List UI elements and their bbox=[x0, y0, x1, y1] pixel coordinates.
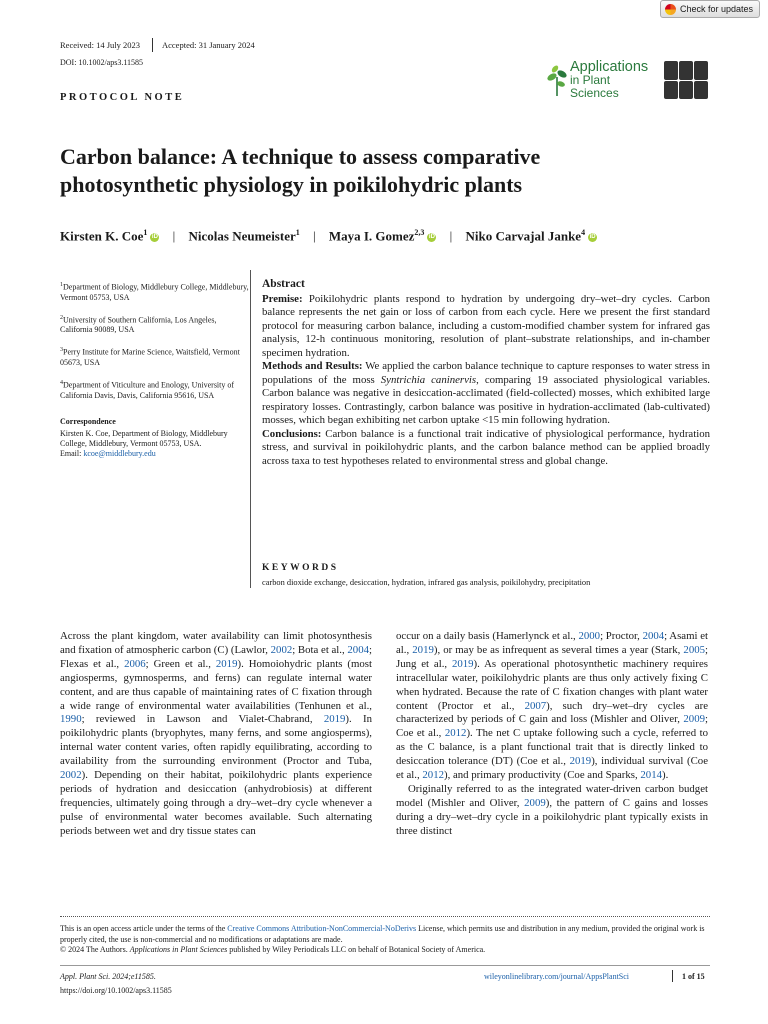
body-column-right bbox=[396, 630, 708, 839]
body-paragraph: Originally referred to as the integrated water-driven carbon budget model (Mishler and Oliver, 2009), the pattern of C gains and losses during a dry–wet–dry cycle in a poikilohydric plant typically exists in three distinct bbox=[396, 782, 708, 837]
abstract-conclusions: Conclusions: Carbon balance is a functional trait indicative of physiological performance, hydration stress, and survival in poikilohydric plants, and the carbon balance method can be applied broadly across taxa to test hypotheses related to environmental stress and global change. bbox=[262, 427, 711, 467]
article-title: Carbon balance: A technique to assess comparative photosynthetic physiology in poikilohydric plants bbox=[60, 144, 541, 197]
affiliation: $^1$Department of Biology, Middlebury College, Middlebury, Vermont 05753, USA bbox=[60, 282, 249, 302]
keywords-heading: KEYWORDS bbox=[262, 563, 339, 573]
footer-rule bbox=[60, 965, 710, 966]
citation-link[interactable]: 2019 bbox=[412, 643, 434, 656]
citation-link[interactable]: 2005 bbox=[683, 643, 706, 656]
license-divider bbox=[60, 916, 710, 917]
citation-link[interactable]: 2014 bbox=[640, 769, 662, 782]
abstract-heading: Abstract bbox=[262, 278, 305, 290]
correspondence-email: Email: kcoe@middlebury.edu bbox=[60, 448, 156, 458]
author-list: Kirsten K. Coe$^1$ iD | Nicolas Neumeister$^1$ | Maya I. Gomez$^{2,3}$ iD | Niko Carvajal Janke$^4$ iD bbox=[60, 228, 596, 244]
citation-link[interactable]: 2019 bbox=[215, 657, 238, 670]
citation-link[interactable]: 2019 bbox=[451, 657, 474, 670]
abstract bbox=[262, 278, 710, 468]
email-link[interactable]: kcoe@middlebury.edu bbox=[83, 448, 156, 458]
crossmark-icon bbox=[665, 4, 676, 15]
doi: DOI: 10.1002/aps3.11585 bbox=[60, 58, 144, 67]
citation-link[interactable]: 2007 bbox=[524, 699, 547, 712]
received-date: Received: 14 July 2023 bbox=[60, 40, 141, 50]
citation-link[interactable]: 2019 bbox=[323, 713, 346, 726]
abstract-methods: Methods and Results: We applied the carbon balance technique to capture responses to water stress in populations of the moss Syntrichia caninervis, comparing 19 associated physiological variables. Carbon balance was negative in desiccation-acclimated (field-collected) mosses, which exhibited large respiratory losses. Contrastingly, carbon balance was positive in hydration-acclimated (lab-cultivated) mosses, which began exhibiting net carbon uptake <15 min following hydration. bbox=[262, 360, 710, 426]
check-for-updates-label: Check for updates bbox=[680, 4, 754, 14]
doi-link[interactable]: https://doi.org/10.1002/aps3.11585 bbox=[60, 986, 172, 995]
author-name[interactable]: Kirsten K. Coe bbox=[60, 228, 144, 244]
affiliation: $^3$Perry Institute for Marine Science, Waitsfield, Vermont 05673, USA bbox=[60, 347, 240, 367]
botanical-plates-icon bbox=[664, 61, 708, 99]
journal-name-line1: Applications bbox=[570, 58, 649, 75]
author-name[interactable]: Maya I. Gomez bbox=[328, 228, 415, 244]
citation-link[interactable]: 1990 bbox=[60, 713, 82, 726]
keywords: carbon dioxide exchange, desiccation, hydration, infrared gas analysis, poikilohydry, precipitation bbox=[262, 578, 591, 587]
header-divider bbox=[152, 38, 153, 52]
citation-link[interactable]: 2012 bbox=[422, 769, 444, 782]
orcid-icon[interactable]: iD bbox=[151, 233, 158, 240]
citation-link[interactable]: 2009 bbox=[683, 713, 705, 726]
accepted-date: Accepted: 31 January 2024 bbox=[162, 40, 255, 50]
body-paragraph: Across the plant kingdom, water availability can limit photosynthesis and fixation of atmospheric carbon (C) (Lawlor, 2002; Bota et al., 2004; Flexas et al., 2006; Green et al., 2019). Homoiohydric plants (most angiosperms, gymnosperms, and ferns) can regulate internal water content, and are thus capable of maintaining rates of C fixation through a wide range of environmental water availabilities (Tenhunen et al., 1990; reviewed in Lawson and Vialet-Chabrand, 2019). In poikilohydric plants (bryophytes, many ferns, and some angiosperms), internal water content varies, often rapidly equilibrating, according to availability from the surrounding environment (Proctor and Tuba, 2002). Depending on their habitat, poikilohydric plants experience periods of hydration and desiccation (anhydrobiosis) at different frequencies, ultimately going through a dry–wet–dry cycle whenever a pulse of environmental water becomes available. Such alternating periods between wet and dry tissue states can bbox=[60, 630, 373, 837]
citation-link[interactable]: 2012 bbox=[444, 727, 467, 740]
plant-logo-icon bbox=[544, 63, 570, 97]
affiliation: $^2$University of Southern California, Los Angeles, California 90089, USA bbox=[60, 314, 217, 335]
page-number: 1 of 15 bbox=[682, 972, 705, 981]
citation: Appl. Plant Sci. 2024;e11585. bbox=[60, 972, 156, 981]
cc-license-link[interactable]: Creative Commons Attribution-NonCommercial-NoDerivs bbox=[227, 924, 417, 933]
citation-link[interactable]: 2019 bbox=[569, 755, 592, 768]
abstract-premise: Premise: Poikilohydric plants respond to hydration by undergoing dry–wet–dry cycles. Carbon balance represents the net gain or loss of carbon from each cycle. Here we present the first standard protocol for measuring carbon balance, including a custom-modified chamber system for infrared gas analysis, 12-h continuous monitoring, resolution of plant–substrate relationships, and in-chamber specimen hydration. bbox=[262, 292, 710, 359]
citation-link[interactable]: 2004 bbox=[642, 630, 665, 642]
body-column-left bbox=[60, 630, 372, 839]
article-type: PROTOCOL NOTE bbox=[60, 92, 185, 103]
author-name[interactable]: Nicolas Neumeister bbox=[188, 228, 296, 244]
journal-name-line2: in Plant Sciences bbox=[570, 72, 619, 100]
affiliations bbox=[60, 280, 250, 459]
journal-url-link[interactable]: wileyonlinelibrary.com/journal/AppsPlantSci bbox=[484, 972, 630, 981]
affiliation: $^4$Department of Viticulture and Enology, University of California Davis, Davis, California 95616, USA bbox=[60, 379, 235, 400]
citation-link[interactable]: 2002 bbox=[60, 769, 82, 782]
license-text: This is an open access article under the terms of the Creative Commons Attribution-NonCommercial-NoDerivs License, which permits use and distribution in any medium, provided the original work is properly cited, the use is non-commercial and no modifications or adaptations are made. © 2024 The Authors. Applications in Plant Sciences published by Wiley Periodicals LLC on behalf of Botanical Society of America. bbox=[60, 924, 705, 954]
body-paragraph: occur on a daily basis (Hamerlynck et al., 2000; Proctor, 2004; Asami et al., 2019), or may be as infrequent as several times a year (Stark, 2005; Jung et al., 2019). As operational photosynthetic machinery requires intracellular water, poikilohydric plants are thus only actively fixing C when hydrated. Because the rate of C fixation changes with plant water content (Proctor et al., 2007), such dry–wet–dry cycles are characterized by periods of C gain and loss (Mishler and Oliver, 2009; Coe et al., 2012). The net C uptake following such a cycle, referred to as the C balance, is a plant functional trait that is directly linked to desiccation tolerance (DT) (Coe et al., 2019), individual survival (Coe et al., 2012), and primary productivity (Coe and Sparks, 2014). bbox=[396, 630, 709, 782]
footer-divider bbox=[672, 970, 673, 982]
journal-logo[interactable] bbox=[544, 58, 708, 102]
citation-link[interactable]: 2009 bbox=[524, 796, 546, 809]
citation-link[interactable]: 2006 bbox=[124, 657, 146, 670]
correspondence-heading: Correspondence bbox=[60, 416, 116, 426]
check-for-updates-button[interactable] bbox=[660, 0, 760, 18]
author-name[interactable]: Niko Carvajal Janke bbox=[465, 228, 582, 244]
orcid-icon[interactable]: iD bbox=[589, 233, 596, 240]
citation-link[interactable]: 2000 bbox=[578, 630, 601, 642]
orcid-icon[interactable]: iD bbox=[428, 233, 435, 240]
abstract-rule bbox=[250, 270, 251, 588]
citation-link[interactable]: 2004 bbox=[347, 643, 369, 656]
correspondence-text: Kirsten K. Coe, Department of Biology, Middlebury College, Middlebury, Vermont 05753, USA. bbox=[60, 428, 228, 448]
citation-link[interactable]: 2002 bbox=[270, 643, 293, 656]
